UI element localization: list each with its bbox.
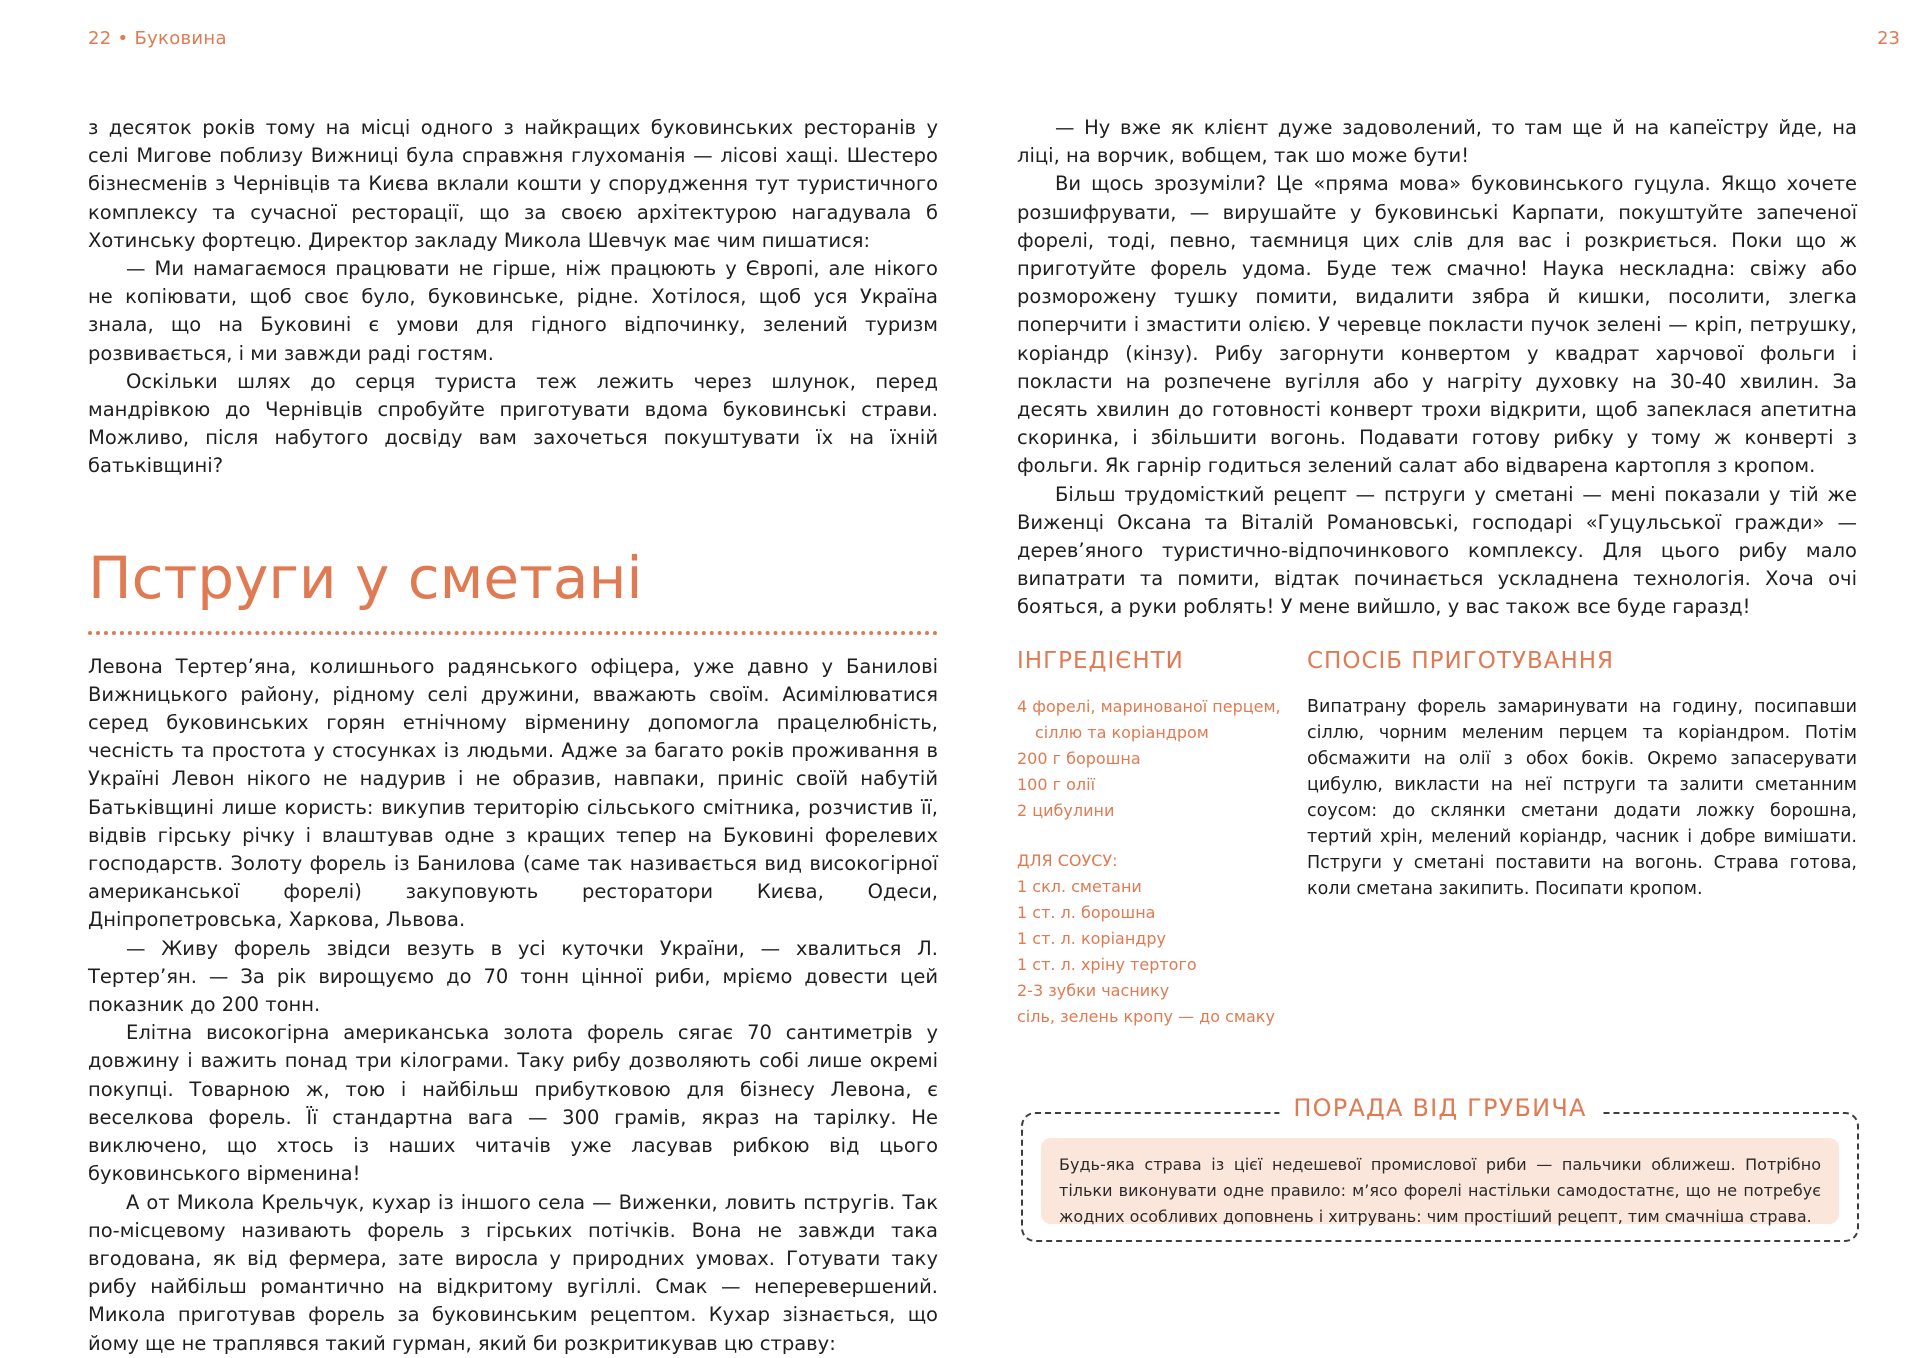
sauce-ingredient-item: 1 ст. л. коріандру — [1017, 929, 1166, 948]
left-column — [88, 114, 938, 1358]
sauce-ingredient-item: 1 скл. сметани — [1017, 877, 1142, 896]
intro-paragraph-2: — Ми намагаємося працювати не гірше, ніж працюють у Європі, але нікого не копіювати, щоб своє було, буковинське, рідне. Хотілося, щоб уся Україна знала, що на Буковині є умови для гідного відпочинку, зелений туризм розвивається, і ми завжди раді гостям. — [88, 257, 938, 365]
section-paragraph-4: А от Микола Крельчук, кухар із іншого села — Виженки, ловить пстругів. Так по-місцевому називають форель з гірських потічків. Вона не завжди така вгодована, як від фермера, зате виросла у природних умовах. Готувати таку рибу найбільш романтично на відкритому вугіллі. Смак — неперевершений. Микола приготував форель за буковинським рецептом. Кухар зізнається, що йому ще не траплявся такий гурман, який би розкритикував цю страву: — [88, 1190, 938, 1355]
section-paragraph-1: Левона Тертер’яна, колишнього радянського офіцера, уже давно у Банилові Вижницького району, рідному селі дружини, вважають своїм. Асимілюватися серед буковинських горян етнічному вірменину допомогла працелюбність, чесність та простота у стосунках із людьми. Адже за багато років проживання в Україні Левон нікого не надурив і не образив, навпаки, приніс своїй набутій Батьківщині лише користь: викупив територію сільського смітника, розчистив її, відвів гірську річку і влаштував одне з кращих тепер на Буковині форелевих господарств. Золоту форель із Банилова (саме так називається вид високогірної американської форелі) закуповують ресторатори Києва, Одеси, Дніпропетровська, Харкова, Львова. — [88, 654, 938, 932]
sauce-ingredient-item: 1 ст. л. хріну тертого — [1017, 955, 1197, 974]
right-paragraph-1: — Ну вже як клієнт дуже задоволений, то там ще й на капеїстру йде, на ліці, на ворчик, вобщем, так шо може бути! — [1017, 116, 1857, 168]
sauce-heading: ДЛЯ СОУСУ: — [1017, 851, 1118, 870]
tip-title: ПОРАДА ВІД ГРУБИЧА — [1279, 1094, 1600, 1122]
header-separator: • — [117, 28, 129, 49]
running-header-left — [88, 28, 227, 49]
intro-paragraph-3: Оскільки шлях до серця туриста теж лежить через шлунок, перед мандрівкою до Чернівців спробуйте приготувати вдома буковинські страви. Можливо, після набутого досвіду вам захочеться покуштувати їх на їхній батьківщині? — [88, 369, 938, 478]
ingredients-column — [1017, 646, 1287, 1030]
right-column — [1017, 114, 1857, 622]
sauce-ingredient-item: 2-3 зубки часнику — [1017, 981, 1170, 1000]
page-number-left: 22 — [88, 28, 112, 49]
intro-paragraph-1: з десяток років тому на місці одного з найкращих буковинських ресторанів у селі Мигове поблизу Вижниці була справжня глухоманія — лісові хащі. Шестеро бізнесменів з Чернівців та Києва вклали кошти у спорудження тут туристичного комплексу та сучасної ресторації, що за своєю архітектурою нагадувала б Хотинську фортецю. Директор закладу Микола Шевчук має чим пишатися: — [88, 116, 938, 252]
section-title-block — [88, 543, 938, 635]
right-paragraph-2: Ви щось зрозуміли? Це «пряма мова» буковинського гуцула. Якщо хочете розшифрувати, — вирушайте у буковинські Карпати, покуштуйте запеченої форелі, тоді, певно, таємниця цих слів для вас і розкриється. Поки що ж приготуйте форель удома. Буде теж смачно! Наука нескладна: свіжу або розморожену тушку помити, видалити зябра й кишки, посолити, злегка поперчити і змастити олією. У черевце покласти пучок зелені — кріп, петрушку, коріандр (кінзу). Рибу загорнути конвертом у квадрат харчової фольги і покласти на розпечене вугілля або у нагріту духовку на 30-40 хвилин. За десять хвилин до готовності конверт трохи відкрити, щоб запеклася апетитна скоринка, і збільшити вогонь. Подавати готову рибку у тому ж конверті з фольги. Як гарнір годиться зелений салат або відварена картопля з кропом. — [1017, 172, 1857, 478]
section-title: Пструги у сметані — [88, 543, 643, 612]
right-paragraph-3: Більш трудомісткий рецепт — пструги у сметані — мені показали у тій же Виженці Оксана та Віталій Романовські, господарі «Гуцульської гражди» — дерев’яного туристично-відпочинкового комплексу. Для цього рибу мало випатрати та помити, відтак починається ускладнена технологія. Хоча очі бояться, а руки роблять! У мене вийшло, у вас також все буде гаразд! — [1017, 482, 1857, 619]
ingredient-item: 200 г борошна — [1017, 749, 1141, 768]
sauce-ingredient-item: 1 ст. л. борошна — [1017, 903, 1156, 922]
page-number-right: 23 — [1877, 28, 1900, 49]
tip-box — [1021, 1094, 1859, 1242]
tip-text: Будь-яка страва із цієї недешевої промислової риби — пальчики оближеш. Потрібно тільки виконувати одне правило: м’ясо форелі настільки самодостатнє, що не потребує жодних особливих доповнень і хитрувань: чим простіший рецепт, тим смачніша страва. — [1059, 1155, 1821, 1226]
tip-body — [1041, 1138, 1839, 1224]
recipe-block — [1017, 646, 1857, 1066]
ingredient-item: 2 цибулини — [1017, 801, 1115, 820]
method-column — [1307, 646, 1857, 902]
section-name: Буковина — [134, 28, 227, 49]
dotted-divider — [88, 631, 938, 635]
ingredient-item: 4 форелі, маринованої перцем, сіллю та коріандром — [1017, 697, 1281, 742]
method-heading: СПОСІБ ПРИГОТУВАННЯ — [1307, 648, 1615, 674]
section-paragraph-2: — Живу форель звідси везуть в усі куточки України, — хвалиться Л. Тертер’ян. — За рік вирощуємо до 70 тонн цінної риби, мріємо довести цей показник до 200 тонн. — [88, 936, 938, 1017]
section-paragraph-3: Елітна високогірна американська золота форель сягає 70 сантиметрів у довжину і важить понад три кілограми. Таку рибу дозволяють собі лише окремі покупці. Товарною ж, тою і найбільш прибутковою для бізнесу Левона, є веселкова форель. Її стандартна вага — 300 грамів, якраз на тарілку. Не виключено, що хтось із наших читачів уже ласував рибкою від цього буковинського вірменина! — [88, 1021, 938, 1186]
ingredients-heading: ІНГРЕДІЄНТИ — [1017, 648, 1184, 674]
ingredient-item: 100 г олії — [1017, 775, 1096, 794]
sauce-ingredient-item: сіль, зелень кропу — до смаку — [1017, 1007, 1275, 1026]
method-text: Випатрану форель замаринувати на годину, посипавши сіллю, чорним меленим перцем та коріандром. Потім обсмажити на олії з обох боків. Окремо запасерувати цибулю, викласти на неї пструги та залити сметанним соусом: до склянки сметани додати ложку борошна, тертий хрін, мелений коріандр, часник і добре вимішати. Пструги у сметані поставити на вогонь. Страва готова, коли сметана закипить. Посипати кропом. — [1307, 697, 1857, 899]
